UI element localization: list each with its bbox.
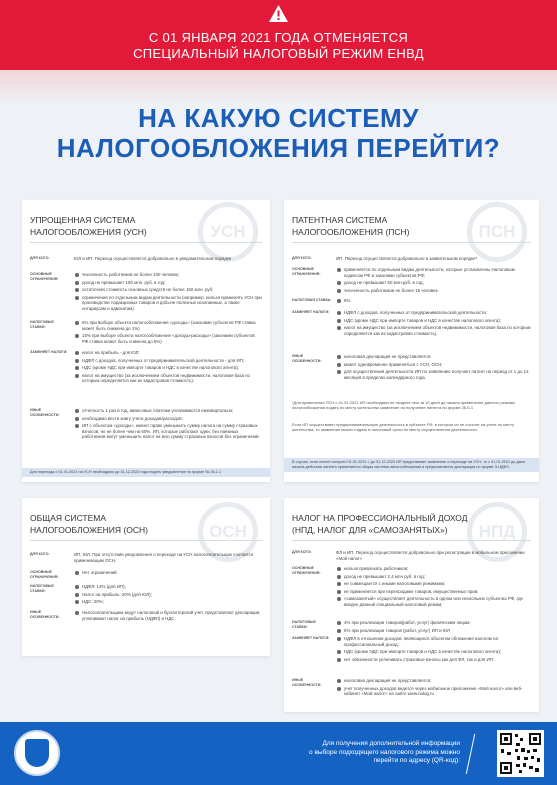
osn-watermark: ОСН	[198, 502, 258, 562]
list-item: не применяется при перепродаже товаров, имущественных прав;	[336, 589, 531, 595]
label: НАЛОГОВАЯ СТАВКА:	[292, 298, 332, 302]
list-item: применяется по отдельным видам деятельности, которые установлены Налоговым кодексом РФ и законами субъектов РФ;	[336, 267, 531, 278]
psn-title	[292, 214, 467, 238]
label: НАЛОГОВЫЕ СТАВКИ:	[30, 584, 54, 593]
osn-rates-list	[74, 584, 262, 607]
label: ЗАМЕНЯЕТ НАЛОГИ:	[292, 310, 330, 314]
usn-rates-list	[74, 320, 262, 346]
usn-watermark: УСН	[198, 202, 258, 262]
label: ЗАМЕНЯЕТ НАЛОГИ:	[30, 350, 68, 354]
osn-who-text: ИП, ЮЛ. При отсутствии уведомления о переходе на УСН налогоплательщик считается применяющим ОСН.	[74, 552, 254, 563]
list-item: Налогоплательщики ведут налоговый и бухгалтерский учет, представляют декларации, уплачивают налог на прибыль (НДФЛ) и НДС.	[74, 610, 262, 621]
psn-features-list	[336, 354, 531, 382]
headline-line-2: НАЛОГООБЛОЖЕНИЯ ПЕРЕЙТИ?	[56, 133, 501, 163]
list-item: 6%	[336, 298, 531, 304]
osn-title	[30, 512, 205, 536]
psn-footnote-1: *Для применения ПСН с 01.01.2021 ИП необходимо не позднее чем за 10 дней до начала применения данного режима налогообложения подать по месту жительства заявление на получение патента по форме 26.5-1	[292, 400, 515, 410]
osn-title-1: ОБЩАЯ СИСТЕМА	[30, 513, 107, 523]
list-item: отчетность 1 раз в год, авансовые платежи уплачиваются ежеквартально;	[74, 408, 262, 414]
banner-line-2: СПЕЦИАЛЬНЫЙ НАЛОГОВЫЙ РЕЖИМ ЕНВД	[133, 46, 424, 61]
fns-emblem-icon	[14, 730, 60, 776]
label: ДЛЯ КОГО:	[292, 256, 312, 260]
label: ДЛЯ КОГО:	[292, 550, 312, 554]
psn-title-2: НАЛОГООБЛОЖЕНИЯ (ПСН)	[292, 227, 410, 237]
npd-features-list	[336, 678, 531, 699]
top-banner	[0, 0, 557, 70]
list-item: Нет ограничений	[74, 570, 262, 576]
npd-who-text: ФЛ и ИП. Переход осуществляется добровольно при регистрации в мобильном приложении «Мой налог»	[336, 550, 525, 561]
list-item: НДФЛ с доходов, полученных от предпринимательской деятельности;	[336, 310, 531, 316]
list-item: нет обязанности уплачивать страховые взносы как для ФЛ, так и для ИП;	[336, 657, 531, 663]
npd-rates-list	[336, 620, 531, 635]
page-headline	[0, 103, 557, 163]
usn-title	[30, 214, 205, 238]
label: ОСНОВНЫЕ ОГРАНИЧЕНИЯ:	[30, 272, 59, 281]
usn-title-1: УПРОЩЕННАЯ СИСТЕМА	[30, 215, 136, 225]
banner-line-1: С 01 ЯНВАРЯ 2021 ГОДА ОТМЕНЯЕТСЯ	[148, 30, 409, 45]
list-item: налог на имущество (за исключением объектов недвижимости, налоговая база по которым определяется как их кадастровая стоимость).	[74, 373, 262, 384]
divider	[30, 242, 262, 243]
osn-features-list	[74, 610, 262, 623]
label: ДЛЯ КОГО:	[30, 552, 50, 556]
divider	[292, 540, 531, 541]
psn-watermark: ПСН	[467, 202, 527, 262]
psn-card	[284, 200, 539, 482]
npd-watermark: НПД	[467, 502, 527, 562]
npd-title	[292, 512, 482, 536]
list-item: ИП с объектом «доходы», имеют право уменьшить сумму налога на сумму страховых взносов, но не более чем на 50%. ИП, которые работают одни, без наемных работников могут уменьшить налог на всю сумму страховых взносов без ограничений.	[74, 423, 262, 440]
npd-replaces-list	[336, 636, 531, 664]
list-item: не совмещается с иными налоговыми режимами;	[336, 581, 531, 587]
list-item: налоговая декларация не представляется;	[336, 354, 531, 360]
qr-code-icon[interactable]	[497, 730, 544, 777]
label: ИНЫЕ ОСОБЕННОСТИ:	[30, 408, 60, 417]
list-item: доход не превышает 2,4 млн руб. в год;	[336, 574, 531, 580]
list-item: 6% при выборе объекта налогообложения «доходы» (законами субъектов РФ ставка может быть снижена до 1%)	[74, 320, 262, 331]
label: ИНЫЕ ОСОБЕННОСТИ:	[292, 678, 322, 687]
headline-line-1: НА КАКУЮ СИСТЕМУ	[138, 103, 419, 133]
list-item: для осуществления деятельности ИП по заявлению получает патент на период от 1 до 12 месяцев в пределах календарного года.	[336, 369, 531, 380]
list-item: 6% при реализации товаров (работ, услуг) ИП и ЮЛ	[336, 628, 531, 634]
list-item: налоговая декларация не представляется;	[336, 678, 531, 684]
label: ИНЫЕ ОСОБЕННОСТИ:	[30, 610, 60, 619]
list-item: 4% при реализации товаров(работ, услуг) физическим лицам;	[336, 620, 531, 626]
list-item: НДС (кроме НДС при импорте товаров и НДС в качестве налогового агента);	[336, 318, 531, 324]
list-item: НДФЛ с доходов, полученных от предпринимательской деятельности - для ИП;	[74, 358, 262, 364]
label: ЗАМЕНЯЕТ НАЛОГИ:	[292, 636, 330, 640]
list-item: Налог на прибыль: 20% (для ЮЛ);	[74, 592, 262, 598]
list-item: доход не превышает 150 млн. руб. в год;	[74, 280, 262, 286]
list-item: налог на прибыль - для ЮЛ;	[74, 350, 262, 356]
list-item: НДФЛ: 13% (для ИП);	[74, 584, 262, 590]
osn-card	[22, 498, 270, 656]
list-item: численность работников не более 100 человек;	[74, 272, 262, 278]
divider	[292, 242, 531, 243]
list-item: НДС: 20%;	[74, 599, 262, 605]
osn-title-2: НАЛОГООБЛОЖЕНИЯ (ОСН)	[30, 525, 148, 535]
psn-footnote-2: Если ИП осуществляет предпринимательскую деятельность в субъекте РФ, в котором он не состоит на учете по месту жительства, то заявление можно подать в налоговый орган по месту осуществления деятельности.	[292, 422, 514, 432]
usn-who-text: ЮЛ и ИП. Переход осуществляется добровольно в уведомительном порядке	[74, 256, 232, 261]
list-item: остаточная стоимость основных средств не более 150 млн. руб;	[74, 287, 262, 293]
psn-replaces-list	[336, 310, 531, 338]
list-item: НДФЛ в отношении доходов, являющихся объектом обложения налогом на профессиональный доход;	[336, 636, 531, 647]
osn-limits-list	[74, 570, 262, 578]
label: ОСНОВНЫЕ ОГРАНИЧЕНИЯ:	[292, 566, 321, 575]
list-item: 15% при выборе объекта налогообложения «доходы-расходы» (законами субъектов РФ ставка может быть снижена до 5%)	[74, 333, 262, 344]
warning-icon	[268, 4, 289, 23]
label: ОСНОВНЫЕ ОГРАНИЧЕНИЯ:	[292, 267, 321, 276]
footer-line-3: перейти по адресу (QR-код):	[373, 757, 460, 764]
footer-line-1: Для получения дополнительной информации	[322, 740, 460, 747]
divider	[30, 540, 262, 541]
footer	[0, 722, 557, 785]
footer-line-2: о выборе подходящего налогового режима можно	[309, 748, 460, 756]
list-item: «самозанятый» осуществляет деятельность в одном или нескольких субъектах РФ, где введен данный специальный налоговый режим;	[336, 596, 531, 607]
usn-limits-list	[74, 272, 262, 314]
psn-note-bar: В случае, если патент получен 01.01.2021 г. до 31.12.2020 ИП представляет заявление о переходе на УСН, то с 01.01.2021 до даты начала действия патента применяется общая система налогообложения и представляется декларация по форме 3-НДФЛ.	[284, 458, 539, 472]
usn-title-2: НАЛОГООБЛОЖЕНИЯ (УСН)	[30, 227, 147, 237]
psn-rate-list	[336, 298, 531, 306]
psn-title-1: ПАТЕНТНАЯ СИСТЕМА	[292, 215, 388, 225]
list-item: численность работников не более 15 человек.	[336, 288, 531, 294]
list-item: НДС (кроме НДС при импорте товаров и НДС в качестве налогового агента);	[336, 649, 531, 655]
usn-features-list	[74, 408, 262, 442]
psn-who-text: ИП. Переход осуществляется добровольно в заявительном порядке*	[336, 256, 478, 261]
label: НАЛОГОВЫЕ СТАВКИ:	[30, 320, 54, 329]
label: ОСНОВНЫЕ ОГРАНИЧЕНИЯ:	[30, 570, 59, 579]
list-item: ограничения по отдельным видам деятельности (например, нельзя применять УСН при производстве подакцизных товаров и добыче полезных ископаемых, а также нотариусам и адвокатам).	[74, 295, 262, 312]
list-item: доход не превышает 60 млн.руб. в год;	[336, 280, 531, 286]
list-item: налог на имущество (за исключением объектов недвижимости, налоговая база по которым определяется как их кадастровая стоимость).	[336, 325, 531, 336]
list-item: необходимо вести книгу учета доходов/расходов;	[74, 416, 262, 422]
banner-gradient	[0, 70, 557, 104]
psn-limits-list	[336, 267, 531, 295]
usn-note-bar: Для перехода с 01.01.2021 на УСН необходимо до 31.12.2020 года подать уведомление по форме № 26.2-1	[22, 468, 270, 477]
label: ДЛЯ КОГО:	[30, 256, 50, 260]
footer-text	[300, 740, 460, 766]
list-item: нельзя привлекать работников;	[336, 566, 531, 572]
list-item: НДС (кроме НДС при импорте товаров и НДС в качестве налогового агента);	[74, 365, 262, 371]
npd-card	[284, 498, 539, 712]
label: ИНЫЕ ОСОБЕННОСТИ:	[292, 354, 322, 363]
usn-replaces-list	[74, 350, 262, 386]
npd-title-2: (НПД, НАЛОГ ДЛЯ «САМОЗАНЯТЫХ»)	[292, 525, 448, 535]
footer-divider	[466, 734, 495, 774]
npd-title-1: НАЛОГ НА ПРОФЕССИОНАЛЬНЫЙ ДОХОД	[292, 513, 468, 523]
label: НАЛОГОВЫЕ СТАВКИ:	[292, 620, 316, 629]
list-item: может одновременно применяться с УСН, ОСН;	[336, 362, 531, 368]
usn-card	[22, 200, 270, 482]
list-item: учет полученных доходов ведется через мобильное приложение «Мой налог» или веб-кабинет «Мой налог» на сайте www.nalog.ru	[336, 686, 531, 697]
npd-limits-list	[336, 566, 531, 610]
